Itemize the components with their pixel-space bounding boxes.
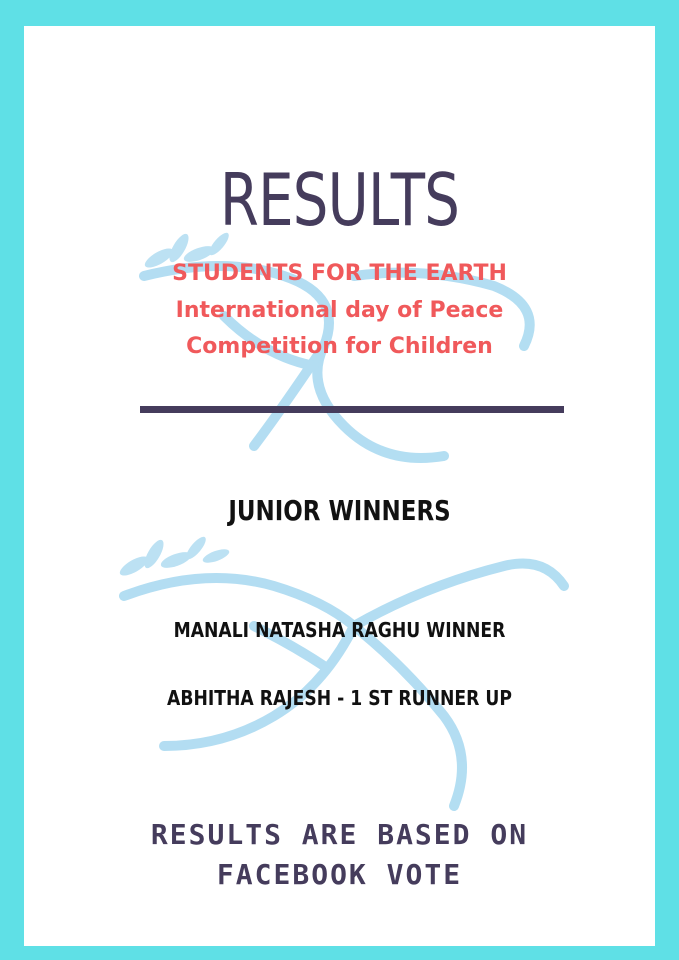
poster-sheet	[24, 26, 655, 946]
footer-note-line-2: FACEBOOK VOTE	[216, 858, 463, 891]
winner-entry: MANALI NATASHA RAGHU WINNER	[173, 618, 506, 642]
footer-note-line-1: RESULTS ARE BASED ON	[150, 818, 529, 851]
junior-winners-heading: JUNIOR WINNERS	[228, 494, 451, 527]
event-line-occasion: International day of Peace	[175, 298, 504, 323]
results-title: RESULTS	[219, 158, 460, 242]
section-divider	[140, 406, 564, 413]
event-line-organization: STUDENTS FOR THE EARTH	[172, 261, 507, 286]
runner-up-entry: ABHITHA RAJESH - 1 ST RUNNER UP	[167, 686, 512, 710]
event-line-competition: Competition for Children	[186, 334, 493, 359]
